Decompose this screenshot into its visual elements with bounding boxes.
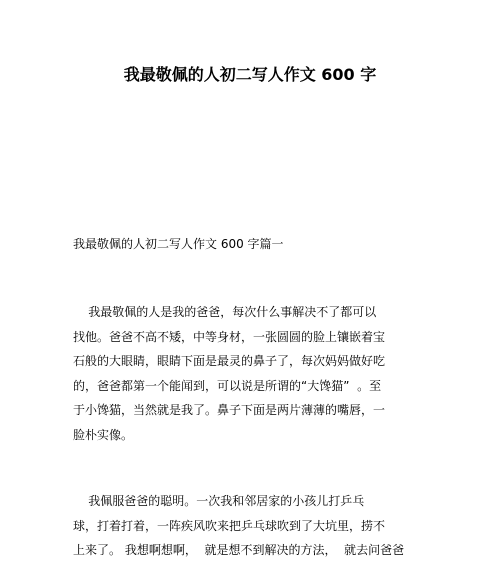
paragraph-line: 我最敬佩的人是我的爸爸，每次什么事解决不了都可以 <box>73 305 377 319</box>
paragraph-line: 上来了。 我想啊想啊， 就是想不到解决的方法， 就去问爸爸 <box>73 543 405 557</box>
paragraph-line: 于小馋猫，当然就是我了。鼻子下面是两片薄薄的嘴唇，一 <box>73 403 386 417</box>
paragraph-2 <box>73 489 405 563</box>
document-title: 我最敬佩的人初二写人作文 600 字 <box>123 65 377 84</box>
paragraph-line: 找他。爸爸不高不矮，中等身材，一张圆圆的脸上镶嵌着宝 <box>73 329 386 344</box>
paragraph-line: 的，爸爸都第一个能闻到，可以说是所谓的“大馋猫” 。至 <box>73 378 382 393</box>
paragraph-line: 石般的大眼睛，眼睛下面是最灵的鼻子了，每次妈妈做好吃 <box>73 354 386 368</box>
paragraph-line: 我佩服爸爸的聪明。一次我和邻居家的小孩儿打乒乓 <box>73 494 365 508</box>
paragraph-1 <box>73 300 393 447</box>
section-heading: 我最敬佩的人初二写人作文 600 字篇一 <box>73 237 284 251</box>
paragraph-line: 球，打着打着，一阵疾风吹来把乒乓球吹到了大坑里，捞不 <box>73 518 386 533</box>
paragraph-line: 脸朴实像。 <box>73 427 134 442</box>
